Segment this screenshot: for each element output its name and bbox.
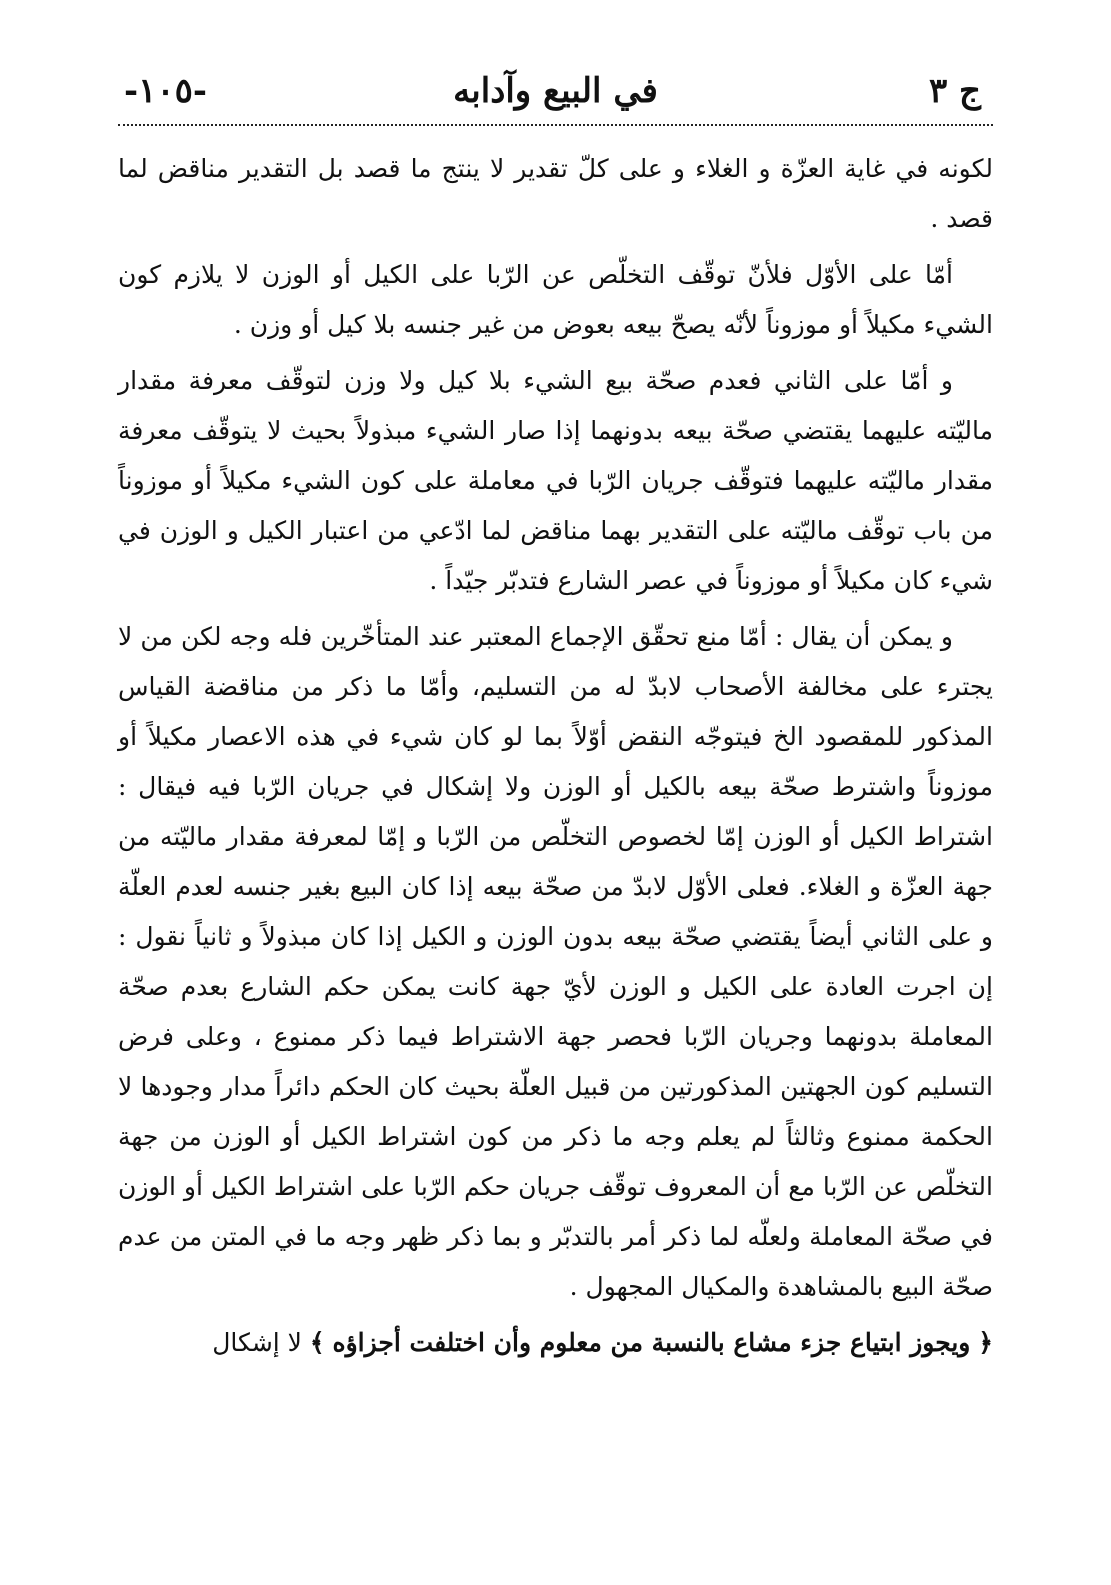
paragraph: لكونه في غاية العزّة و الغلاء و على كلّ تقدير لا ينتج ما قصد بل التقدير مناقض لما قصد .	[118, 154, 993, 233]
document-page	[118, 62, 993, 1542]
running-title: في البيع وآدابه	[453, 71, 658, 111]
matn-text: ويجوز ابتياع جزء مشاع بالنسبة من معلوم وأن اختلفت أجزاؤه	[332, 1328, 971, 1357]
page-number: -١٠٥-	[124, 71, 208, 111]
matn-open-bracket: ﴿	[978, 1328, 993, 1357]
matn-paragraph	[118, 1318, 993, 1368]
header-divider	[118, 124, 993, 126]
volume-label: ج ٣	[928, 71, 981, 111]
commentary-continuation: لا إشكال	[212, 1328, 302, 1357]
body-text	[118, 144, 993, 1368]
paragraph: أمّا على الأوّل فلأنّ توقّف التخلّص عن الرّبا على الكيل أو الوزن لا يلازم كون الشيء مكيلاً أو موزوناً لأنّه يصحّ بيعه بعوض من غير جنسه بلا كيل أو وزن .	[118, 260, 993, 339]
paragraph: و يمكن أن يقال : أمّا منع تحقّق الإجماع المعتبر عند المتأخّرين فله وجه لكن من لا يجترء على مخالفة الأصحاب لابدّ له من التسليم، وأمّا ما ذكر من مناقضة القياس المذكور للمقصود الخ فيتوجّه النقض أوّلاً بما لو كان شيء في هذه الاعصار مكيلاً أو موزوناً واشترط صحّة بيعه بالكيل أو الوزن ولا إشكال في جريان الرّبا فيه فيقال : اشتراط الكيل أو الوزن إمّا لخصوص التخلّص من الرّبا و إمّا لمعرفة مقدار ماليّته من جهة العزّة و الغلاء. فعلى الأوّل لابدّ من صحّة بيعه إذا كان البيع بغير جنسه لعدم العلّة و على الثاني أيضاً يقتضي صحّة بيعه بدون الوزن و الكيل إذا كان مبذولاً و ثانياً نقول : إن اجرت العادة على الكيل و الوزن لأيّ جهة كانت يمكن حكم الشارع بعدم صحّة المعاملة بدونهما وجريان الرّبا فحصر جهة الاشتراط فيما ذكر ممنوع ، وعلى فرض التسليم كون الجهتين المذكورتين من قبيل العلّة بحيث كان الحكم دائراً مدار وجودها لا الحكمة ممنوع وثالثاً لم يعلم وجه ما ذكر من كون اشتراط الكيل أو الوزن من جهة التخلّص عن الرّبا مع أن المعروف توقّف جريان حكم الرّبا على اشتراط الكيل أو الوزن في صحّة المعاملة ولعلّه لما ذكر أمر بالتدبّر و بما ذكر ظهر وجه ما في المتن من عدم صحّة البيع بالمشاهدة والمكيال المجهول .	[118, 622, 993, 1301]
page-header	[118, 62, 993, 120]
paragraph: و أمّا على الثاني فعدم صحّة بيع الشيء بلا كيل ولا وزن لتوقّف معرفة مقدار ماليّته عليهما يقتضي صحّة بيعه بدونهما إذا صار الشيء مبذولاً بحيث لا يتوقّف معرفة مقدار ماليّته عليهما فتوقّف جريان الرّبا في معاملة على كون الشيء مكيلاً أو موزوناً من باب توقّف ماليّته على التقدير بهما مناقض لما ادّعي من اعتبار الكيل و الوزن في شيء كان مكيلاً أو موزوناً في عصر الشارع فتدبّر جيّداً .	[118, 366, 993, 595]
matn-close-bracket: ﴾	[309, 1328, 325, 1357]
